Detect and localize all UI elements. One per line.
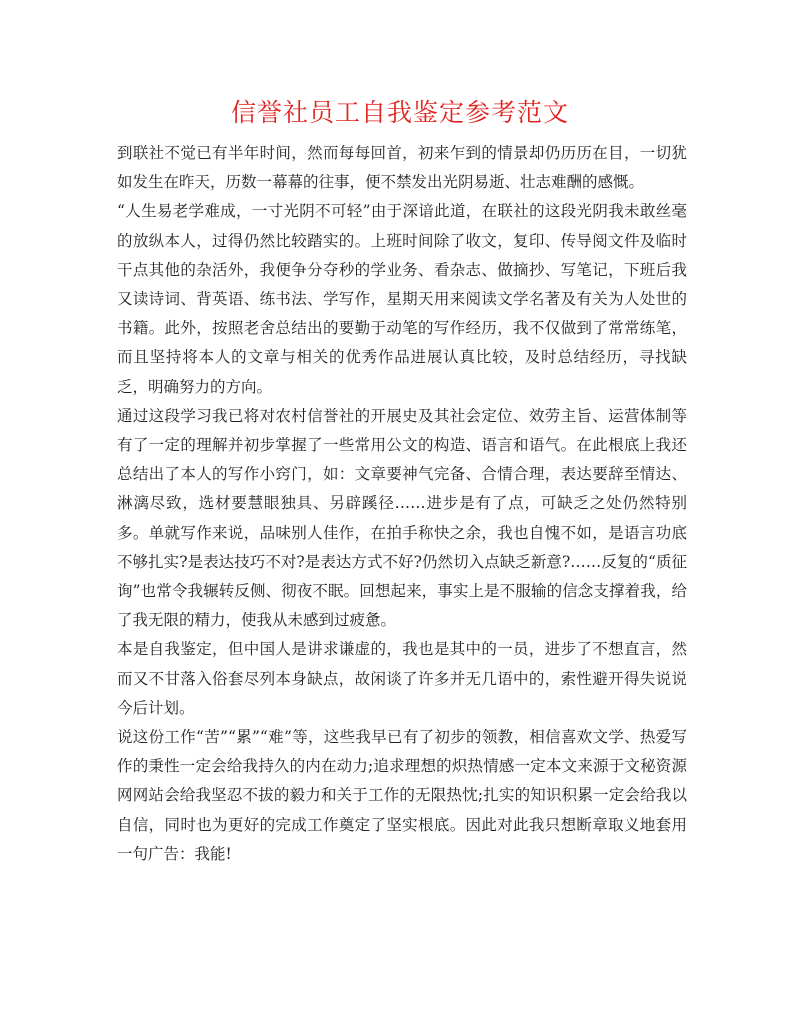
paragraph-5: 说这份工作“苦”“累”“难”等，这些我早已有了初步的领教，相信喜欢文学、热爱写作的秉性一定会给我持久的内在动力;追求理想的炽热情感一定本文来源于文秘资源网网站会给我坚忍不拔的毅力和关于工作的无限热忱;扎实的知识积累一定会给我以自信，同时也为更好的完成工作奠定了坚实根底。因此对此我只想断章取义地套用一句广告：我能! [117,728,687,863]
paragraph-3: 通过这段学习我已将对农村信誉社的开展史及其社会定位、效劳主旨、运营体制等有了一定的理解并初步掌握了一些常用公文的构造、语言和语气。在此根底上我还总结出了本人的写作小窍门，如：文章要神气完备、合情合理，表达要辞至情达、淋漓尽致，选材要慧眼独具、另辟蹊径……进步是有了点，可缺乏之处仍然特别多。单就写作来说，品味别人佳作，在拍手称快之余，我也自愧不如，是语言功底不够扎实?是表达技巧不对?是表达方式不好?仍然切入点缺乏新意?……反复的“质征询”也常令我辗转反侧、彻夜不眠。回想起来，事实上是不服输的信念支撑着我，给了我无限的精力，使我从未感到过疲惫。 [117,406,687,630]
document-title: 信誉社员工自我鉴定参考范文 [230,98,569,127]
paragraph-1: 到联社不觉已有半年时间，然而每每回首，初来乍到的情景却仍历历在目，一切犹如发生在昨天，历数一幕幕的往事，便不禁发出光阴易逝、壮志难酬的感慨。 [117,144,687,192]
document-body [117,139,687,869]
paragraph-4: 本是自我鉴定，但中国人是讲求谦虚的，我也是其中的一员，进步了不想直言，然而又不甘落入俗套尽列本身缺点，故闲谈了许多并无几语中的，索性避开得失说说今后计划。 [117,640,687,717]
paragraph-2: “人生易老学难成，一寸光阴不可轻”由于深谙此道，在联社的这段光阴我未敢丝毫的放纵本人，过得仍然比较踏实的。上班时间除了收文，复印、传导阅文件及临时干点其他的杂活外，我便争分夺秒的学业务、看杂志、做摘抄、写笔记，下班后我又读诗词、背英语、练书法、学写作，星期天用来阅读文学名著及有关为人处世的书籍。此外，按照老舍总结出的要勤于动笔的写作经历，我不仅做到了常常练笔，而且坚持将本人的文章与相关的优秀作品进展认真比较，及时总结经历，寻找缺乏，明确努力的方向。 [117,202,687,396]
